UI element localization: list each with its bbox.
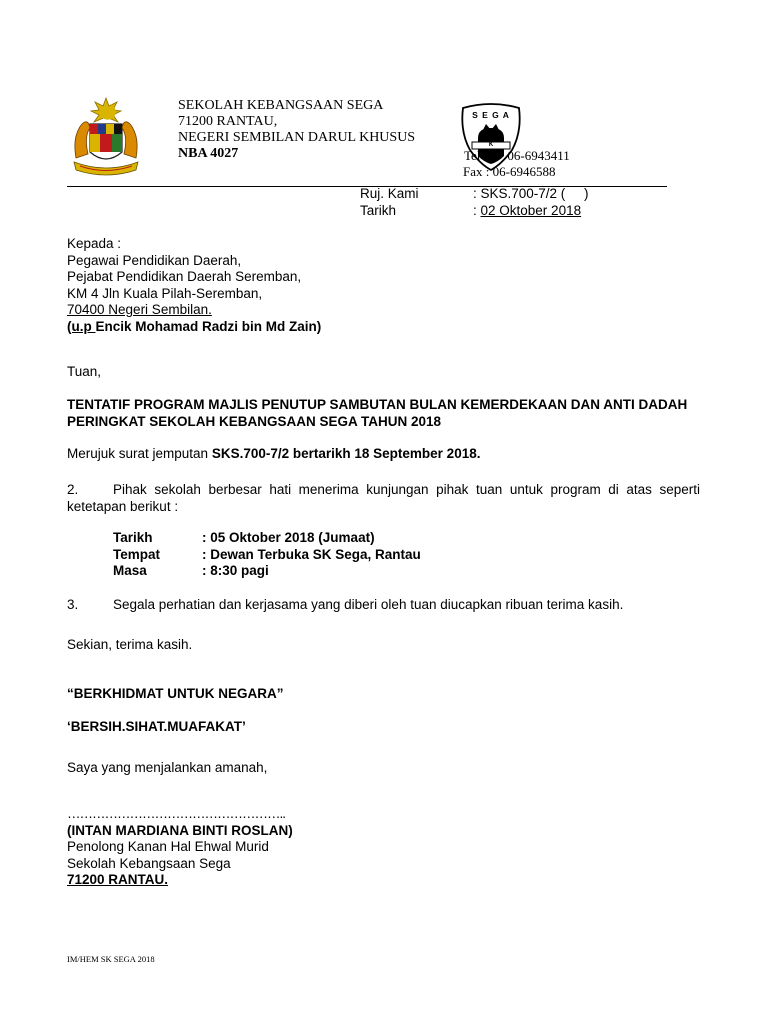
event-details <box>113 530 421 580</box>
footer-code: IM/HEM SK SEGA 2018 <box>67 954 155 964</box>
motto-1: “BERKHIDMAT UNTUK NEGARA” <box>67 686 284 701</box>
school-code: NBA 4027 <box>178 146 239 161</box>
detail-label: Masa <box>113 563 147 578</box>
detail-value: : 8:30 pagi <box>202 563 269 578</box>
school-name: SEKOLAH KEBANGSAAN SEGA <box>178 98 384 113</box>
detail-row-masa <box>113 563 421 580</box>
ruj-value: : SKS.700-7/2 ( ) <box>473 186 589 201</box>
detail-label: Tarikh <box>113 530 153 545</box>
trust-line: Saya yang menjalankan amanah, <box>67 760 268 775</box>
tel-label: Tel <box>464 148 481 163</box>
signature-dots: …………………………………………….. <box>67 806 286 821</box>
signatory-school: Sekolah Kebangsaan Sega <box>67 855 231 871</box>
ref-row-tarikh <box>360 203 581 218</box>
para3-text: Segala perhatian dan kerjasama yang diberi oleh tuan diucapkan ribuan terima kasih. <box>113 597 624 612</box>
signature-block <box>67 806 293 889</box>
recipient-line-3: KM 4 Jln Kuala Pilah-Seremban, <box>67 285 263 301</box>
para1-reference: SKS.700-7/2 bertarikh 18 September 2018. <box>211 446 481 461</box>
attention-name: Encik Mohamad Radzi bin Md Zain) <box>95 318 322 334</box>
tarikh-value: 02 Oktober 2018 <box>480 203 582 218</box>
detail-row-tarikh <box>113 530 421 547</box>
detail-row-tempat <box>113 547 421 564</box>
ref-row-ruj <box>360 186 589 201</box>
tel-line <box>464 148 570 164</box>
signatory-name: (INTAN MARDIANA BINTI ROSLAN) <box>67 822 293 838</box>
tel-value: 06-6943411 <box>507 148 570 163</box>
fax-label: Fax <box>463 164 483 179</box>
tarikh-colon: : <box>473 203 481 218</box>
para2-number: 2. <box>67 482 79 497</box>
malaysia-crest-logo <box>66 96 146 180</box>
badge-letters: S E G A <box>472 110 510 120</box>
ruj-label: Ruj. Kami <box>360 186 419 201</box>
paragraph-3 <box>67 597 623 614</box>
subject-title: TENTATIF PROGRAM MAJLIS PENUTUP SAMBUTAN BULAN KEMERDEKAAN DAN ANTI DADAH PERINGKAT SEKOLAH KEBANGSAAN SEGA TAHUN 2018 <box>67 397 688 429</box>
paragraph-2 <box>67 481 700 515</box>
para1-text: Merujuk surat jemputan <box>67 446 212 461</box>
fax-value: 06-6946588 <box>492 164 556 179</box>
detail-value: : Dewan Terbuka SK Sega, Rantau <box>202 546 421 562</box>
school-state: NEGERI SEMBILAN DARUL KHUSUS <box>178 130 416 145</box>
detail-value: : 05 Oktober 2018 (Jumaat) <box>202 530 375 545</box>
fax-line: Fax : 06-6946588 <box>463 164 556 179</box>
recipient-block <box>67 236 321 335</box>
recipient-line-2: Pejabat Pendidikan Daerah Seremban, <box>67 269 302 284</box>
badge-ribbon-letter: K <box>488 142 494 148</box>
recipient-postcode: 70400 Negeri Sembilan. <box>67 302 212 317</box>
kepada-label: Kepada : <box>67 236 122 251</box>
para3-number: 3. <box>67 597 79 612</box>
recipient-line-1: Pegawai Pendidikan Daerah, <box>67 252 242 268</box>
motto-2: ‘BERSIH.SIHAT.MUAFAKAT’ <box>67 719 246 734</box>
paragraph-1 <box>67 446 480 463</box>
school-city: 71200 RANTAU, <box>178 114 278 129</box>
signatory-title: Penolong Kanan Hal Ehwal Murid <box>67 839 269 854</box>
closing: Sekian, terima kasih. <box>67 637 193 652</box>
recipient-attention <box>67 319 321 336</box>
salutation: Tuan, <box>67 364 102 379</box>
para2-text: Pihak sekolah berbesar hati menerima kunjungan pihak tuan untuk program di atas seperti ketetapan berikut : <box>67 482 700 514</box>
tarikh-label: Tarikh <box>360 203 397 218</box>
detail-label: Tempat <box>113 546 161 562</box>
attention-prefix: (u.p <box>67 318 96 334</box>
signatory-town: 71200 RANTAU. <box>67 872 169 887</box>
